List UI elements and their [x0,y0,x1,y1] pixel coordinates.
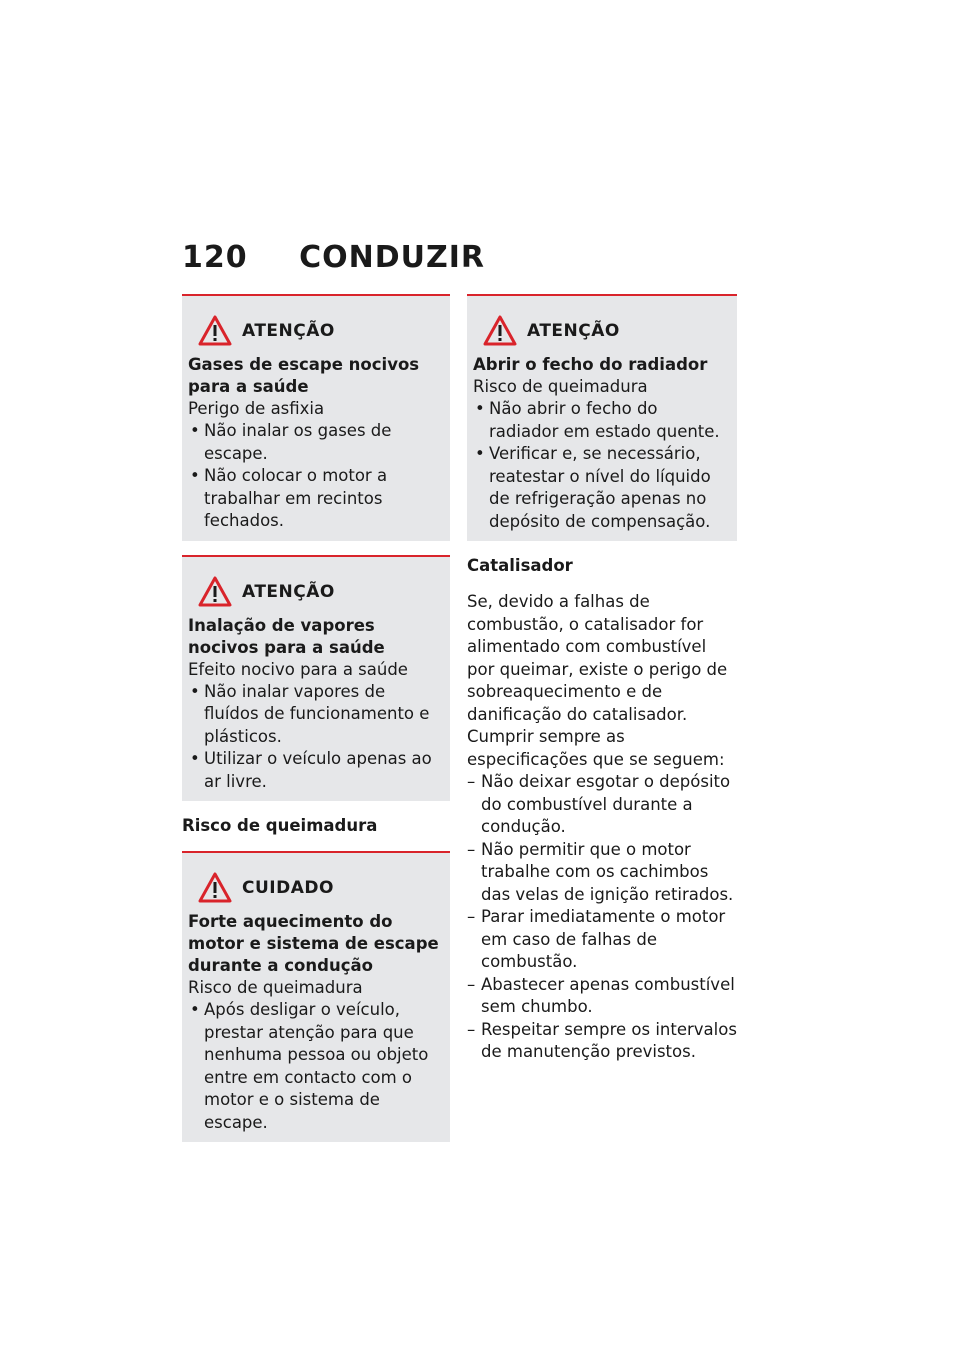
list-item: • Verificar e, se necessário, reatestar o nível do líquido de refrigeração apenas no depósito de compensação. [473,443,731,533]
warning-box-exhaust-gases [182,294,450,541]
warning-triangle-icon [198,315,232,347]
bullet-list [188,681,444,794]
paragraph: Se, devido a falhas de combustão, o catalisador for alimentado com combustível por queimar, existe o perigo de sobreaquecimento e de danificação do catalisador. [467,592,728,724]
warning-triangle-icon [483,315,517,347]
paragraph: Cumprir sempre as especificações que se seguem: [467,727,725,769]
dash-list [467,771,737,1064]
right-column [467,294,737,1064]
box-title: Gases de escape nocivos para a saúde [188,355,420,396]
box-title: Abrir o fecho do radiador [473,355,708,374]
box-subtitle: Efeito nocivo para a saúde [188,659,408,679]
section-heading: Risco de queimadura [182,816,378,835]
list-item: • Não colocar o motor a trabalhar em recintos fechados. [188,465,444,533]
left-column [182,294,450,1156]
list-item: – Parar imediatamente o motor em caso de falhas de combustão. [467,906,737,974]
warning-triangle-icon [198,576,232,608]
list-item: – Não deixar esgotar o depósito do combustível durante a condução. [467,771,737,839]
list-item: – Respeitar sempre os intervalos de manutenção previstos. [467,1019,737,1064]
warning-triangle-icon [198,872,232,904]
box-title: Forte aquecimento do motor e sistema de escape durante a condução [188,912,439,975]
box-subtitle: Risco de queimadura [473,377,648,396]
box-subtitle: Perigo de asfixia [188,399,325,418]
page-number: 120 [182,240,248,275]
bullet-list [188,420,444,533]
chapter-title: CONDUZIR [299,240,485,275]
box-label: ATENÇÃO [527,321,620,341]
box-subtitle: Risco de queimadura [188,978,363,997]
warning-box-radiator [467,294,737,541]
list-item: • Não inalar os gases de escape. [188,420,444,465]
page-header [182,240,485,275]
section-heading: Catalisador [467,556,573,575]
list-item: • Não inalar vapores de fluídos de funcionamento e plásticos. [188,681,444,749]
warning-box-vapors [182,555,450,802]
box-title: Inalação de vapores nocivos para a saúde [188,615,385,657]
bullet-list [188,999,444,1134]
list-item: • Após desligar o veículo, prestar atenção para que nenhuma pessoa ou objeto entre em contacto com o motor e o sistema de escape. [188,999,444,1134]
list-item: • Utilizar o veículo apenas ao ar livre. [188,748,444,793]
list-item: • Não abrir o fecho do radiador em estado quente. [473,398,731,443]
box-label: ATENÇÃO [242,321,335,341]
caution-box-burn [182,851,450,1142]
bullet-list [473,398,731,533]
box-label: CUIDADO [242,878,334,898]
box-label: ATENÇÃO [242,581,335,602]
list-item: – Não permitir que o motor trabalhe com os cachimbos das velas de ignição retirados. [467,839,737,907]
list-item: – Abastecer apenas combustível sem chumbo. [467,974,737,1019]
